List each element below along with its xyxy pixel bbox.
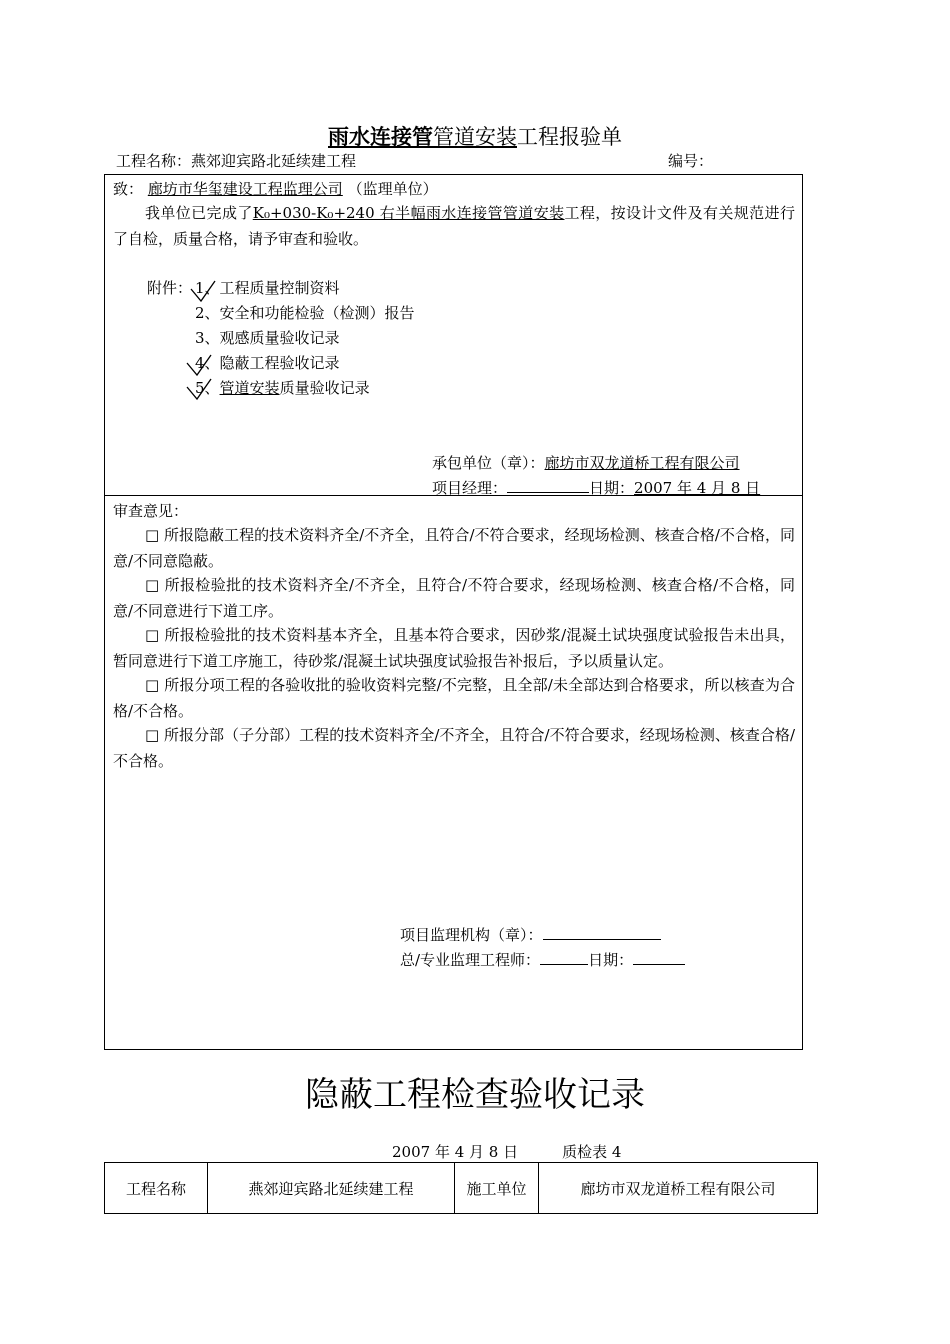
review-label: 审查意见：: [113, 502, 189, 520]
manager-line: 项目经理： 日期：2007 年 4 月 8 日: [432, 479, 761, 497]
opinion-3: □ 所报检验批的技术资料基本齐全，且基本符合要求，因砂浆/混凝土试块强度试验报告未出具，暂同意进行下道工序施工，待砂浆/混凝土试块强度试验报告补报后，予以质量认定。: [113, 626, 795, 670]
record-date: 2007 年 4 月 8 日: [392, 1143, 519, 1161]
form-title: 雨水连接管管道安装工程报验单: [328, 125, 622, 149]
supervision-org-line: 项目监理机构（章）：: [400, 924, 661, 945]
contractor-name: 廊坊市双龙道桥工程有限公司: [544, 454, 740, 472]
opinion-5: □ 所报分部（子分部）工程的技术资料齐全/不齐全，且符合/不符合要求，经现场检测、核查合格/不合格。: [113, 726, 795, 770]
completion-statement: 我单位已完成了K₀+030-K₀+240 右半幅雨水连接管管道安装工程，按设计文件及有关规范进行了自检，质量合格，请予审查和验收。: [113, 204, 795, 248]
attachment-1: 1、工程质量控制资料: [195, 279, 340, 297]
number-label: 编号：: [668, 152, 714, 170]
check-mark-icon: [189, 279, 219, 303]
project-name: 工程名称：燕郊迎宾路北延续建工程: [116, 152, 357, 170]
opinion-1: □ 所报隐蔽工程的技术资料齐全/不齐全，且符合/不符合要求，经现场检测、核查合格/不合格，同意/不同意隐蔽。: [113, 526, 795, 570]
attachment-2: 2、安全和功能检验（检测）报告: [195, 304, 415, 322]
opinion-2: □ 所报检验批的技术资料齐全/不齐全，且符合/不符合要求，经现场检测、核查合格/不合格，同意/不同意进行下道工序。: [113, 576, 795, 620]
form-number: 质检表 4: [562, 1143, 622, 1161]
supervision-engineer-line: 总/专业监理工程师： 日期：: [400, 949, 685, 970]
attachment-3: 3、观感质量验收记录: [195, 329, 340, 347]
project-label-cell: 工程名称: [105, 1163, 208, 1214]
contractor-label-cell: 施工单位: [455, 1163, 539, 1214]
table-row: [105, 1163, 818, 1214]
record-date-line: [392, 1141, 621, 1162]
addressee-line: 致： 廊坊市华玺建设工程监理公司 （监理单位）: [113, 180, 438, 198]
contractor-line: 承包单位（章）：廊坊市双龙道桥工程有限公司: [432, 454, 740, 472]
attachment-4: 4、隐蔽工程验收记录: [195, 354, 340, 372]
project-line: [116, 150, 796, 171]
attachment-5: 5、管道安装质量验收记录: [195, 379, 370, 397]
check-mark-icon: [185, 377, 215, 401]
application-section: [104, 174, 803, 496]
supervisor-company: 廊坊市华玺建设工程监理公司: [147, 180, 343, 198]
check-mark-icon: [185, 353, 215, 377]
review-section: [104, 494, 803, 1050]
application-date: 2007 年 4 月 8 日: [634, 479, 761, 497]
record-table: [104, 1162, 818, 1214]
attachments-label: 附件：: [147, 279, 193, 297]
record-title: 隐蔽工程检查验收记录: [305, 1075, 645, 1115]
opinion-4: □ 所报分项工程的各验收批的验收资料完整/不完整，且全部/未全部达到合格要求，所以核查为合格/不合格。: [113, 676, 795, 720]
project-value-cell: 燕郊迎宾路北延续建工程: [208, 1163, 455, 1214]
contractor-value-cell: 廊坊市双龙道桥工程有限公司: [539, 1163, 818, 1214]
